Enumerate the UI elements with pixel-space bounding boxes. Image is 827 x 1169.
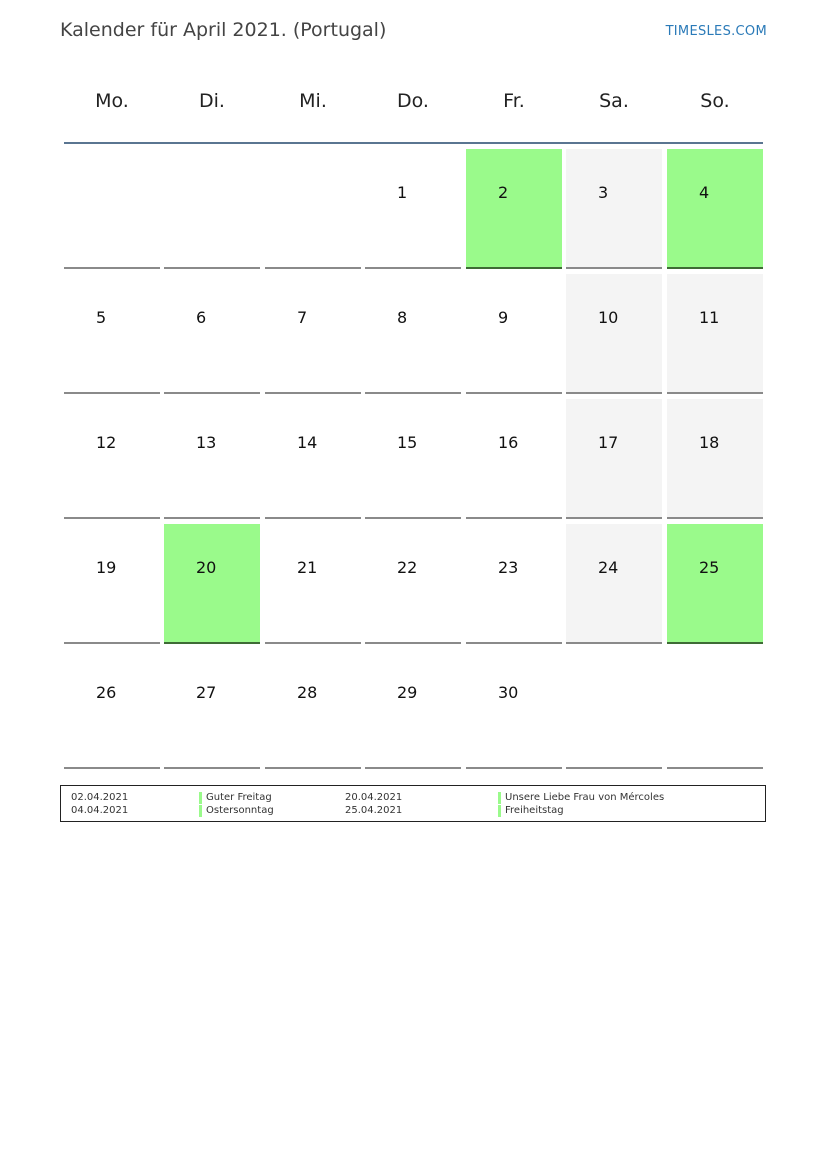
day-cell[interactable]	[667, 274, 763, 394]
empty-day-cell	[566, 649, 662, 769]
day-number: 3	[598, 183, 609, 202]
holiday-legend	[60, 785, 766, 822]
empty-day-cell	[64, 149, 160, 269]
day-cell[interactable]	[64, 524, 160, 644]
day-cell[interactable]	[365, 649, 461, 769]
day-number: 30	[498, 683, 519, 702]
day-cell[interactable]	[265, 399, 361, 519]
day-cell[interactable]	[365, 149, 461, 269]
day-cell[interactable]	[64, 649, 160, 769]
weekday-label: Do.	[397, 90, 429, 112]
legend-date: 02.04.2021	[71, 792, 129, 803]
day-cell[interactable]	[566, 524, 662, 644]
empty-day-cell	[265, 149, 361, 269]
day-cell[interactable]	[164, 524, 260, 644]
day-cell[interactable]	[466, 399, 562, 519]
weekday-label: Sa.	[599, 90, 629, 112]
day-cell[interactable]	[566, 149, 662, 269]
day-cell[interactable]	[64, 274, 160, 394]
day-cell[interactable]	[566, 274, 662, 394]
legend-date: 20.04.2021	[345, 792, 403, 803]
day-number: 2	[498, 183, 509, 202]
empty-day-cell	[667, 649, 763, 769]
day-number: 27	[196, 683, 217, 702]
day-number: 7	[297, 308, 308, 327]
day-cell[interactable]	[164, 649, 260, 769]
day-number: 1	[397, 183, 408, 202]
brand-link[interactable]: TIMESLES.COM	[665, 24, 767, 39]
day-number: 9	[498, 308, 509, 327]
weekday-label: Di.	[199, 90, 225, 112]
legend-holiday-name: Ostersonntag	[199, 805, 274, 816]
empty-day-cell	[164, 149, 260, 269]
day-number: 19	[96, 558, 117, 577]
day-cell[interactable]	[466, 149, 562, 269]
legend-holiday-name: Freiheitstag	[498, 805, 564, 816]
day-cell[interactable]	[365, 524, 461, 644]
day-number: 16	[498, 433, 519, 452]
legend-holiday-name: Guter Freitag	[199, 792, 272, 803]
day-cell[interactable]	[667, 524, 763, 644]
day-cell[interactable]	[466, 524, 562, 644]
header-divider	[64, 142, 763, 144]
day-number: 22	[397, 558, 418, 577]
day-number: 29	[397, 683, 418, 702]
day-number: 6	[196, 308, 207, 327]
day-number: 25	[699, 558, 720, 577]
page-title: Kalender für April 2021. (Portugal)	[60, 19, 387, 41]
legend-holiday-name: Unsere Liebe Frau von Mércoles	[498, 792, 664, 803]
day-cell[interactable]	[365, 274, 461, 394]
day-number: 12	[96, 433, 117, 452]
day-number: 14	[297, 433, 318, 452]
day-number: 8	[397, 308, 408, 327]
day-cell[interactable]	[667, 149, 763, 269]
day-number: 21	[297, 558, 318, 577]
weekday-label: So.	[700, 90, 730, 112]
day-cell[interactable]	[566, 399, 662, 519]
day-cell[interactable]	[365, 399, 461, 519]
day-number: 18	[699, 433, 720, 452]
day-cell[interactable]	[64, 399, 160, 519]
weekday-label: Fr.	[503, 90, 525, 112]
day-cell[interactable]	[667, 399, 763, 519]
day-cell[interactable]	[466, 274, 562, 394]
day-number: 28	[297, 683, 318, 702]
weekday-header-row	[64, 90, 764, 118]
day-cell[interactable]	[265, 274, 361, 394]
weekday-label: Mo.	[95, 90, 129, 112]
day-cell[interactable]	[164, 274, 260, 394]
day-number: 23	[498, 558, 519, 577]
day-number: 10	[598, 308, 619, 327]
day-number: 11	[699, 308, 720, 327]
day-number: 17	[598, 433, 619, 452]
day-number: 24	[598, 558, 619, 577]
legend-date: 25.04.2021	[345, 805, 403, 816]
day-number: 13	[196, 433, 217, 452]
day-number: 4	[699, 183, 710, 202]
legend-date: 04.04.2021	[71, 805, 129, 816]
day-number: 5	[96, 308, 107, 327]
day-number: 15	[397, 433, 418, 452]
day-number: 20	[196, 558, 217, 577]
calendar-grid	[64, 149, 764, 771]
weekday-label: Mi.	[299, 90, 327, 112]
day-number: 26	[96, 683, 117, 702]
day-cell[interactable]	[466, 649, 562, 769]
day-cell[interactable]	[164, 399, 260, 519]
day-cell[interactable]	[265, 524, 361, 644]
day-cell[interactable]	[265, 649, 361, 769]
